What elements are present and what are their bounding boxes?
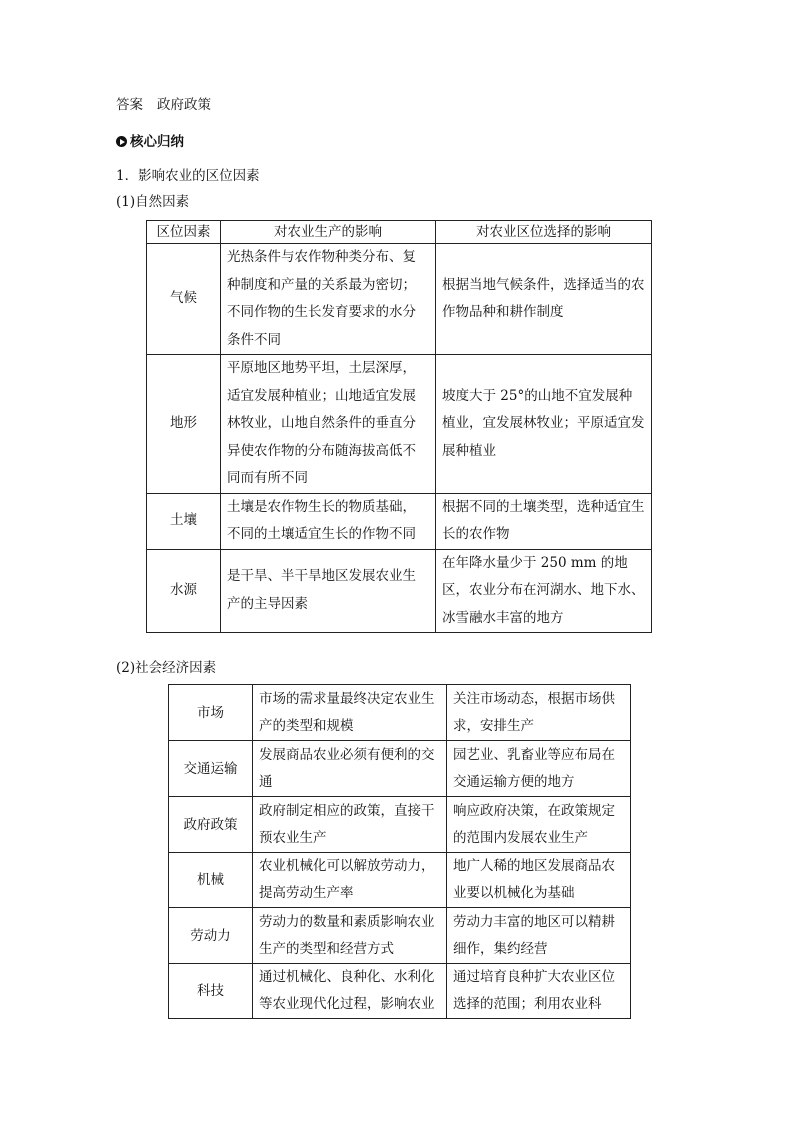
play-circle-icon <box>116 136 127 147</box>
row-choice: 根据当地气候条件，选择适当的农作物品种和耕作制度 <box>436 244 652 355</box>
row-factor: 市场 <box>169 685 253 741</box>
row-choice: 响应政府决策，在政策规定的范围内发展农业生产 <box>447 797 631 853</box>
row-choice: 在年降水量少于 250 mm 的地区，农业分布在河湖水、地下水、冰雪融水丰富的地方 <box>436 549 652 633</box>
natural-factors-table <box>146 220 652 633</box>
row-factor: 气候 <box>147 244 221 355</box>
row-impact: 平原地区地势平坦，土层深厚，适宜发展种植业；山地适宜发展林牧业，山地自然条件的垂直分异使农作物的分布随海拔高低不同而有所不同 <box>221 355 436 494</box>
answer-label: 答案 <box>116 97 143 113</box>
table-row <box>147 355 652 494</box>
row-factor: 地形 <box>147 355 221 494</box>
table-row <box>169 853 631 908</box>
row-choice: 根据不同的土壤类型，选种适宜生长的农作物 <box>436 493 652 549</box>
row-impact: 农业机械化可以解放劳动力，提高劳动生产率 <box>253 853 447 908</box>
row-choice: 劳动力丰富的地区可以精耕细作，集约经营 <box>447 908 631 964</box>
row-factor: 交通运输 <box>169 741 253 797</box>
natural-title: (1)自然因素 <box>116 194 190 210</box>
header-factor: 区位因素 <box>147 221 221 244</box>
table-row <box>147 549 652 633</box>
row-choice: 通过培育良种扩大农业区位选择的范围；利用农业科 <box>447 964 631 1019</box>
answer-line <box>116 95 211 115</box>
answer-value: 政府政策 <box>157 97 211 113</box>
table-row <box>147 493 652 549</box>
table-row <box>169 964 631 1019</box>
row-choice: 坡度大于 25°的山地不宜发展种植业，宜发展林牧业；平原适宜发展种植业 <box>436 355 652 494</box>
table-row <box>169 741 631 797</box>
table-header-row <box>147 221 652 244</box>
row-factor: 科技 <box>169 964 253 1019</box>
row-factor: 土壤 <box>147 493 221 549</box>
row-choice: 关注市场动态，根据市场供求，安排生产 <box>447 685 631 741</box>
section1-title: 1．影响农业的区位因素 <box>116 168 260 184</box>
row-impact: 发展商品农业必须有便利的交通 <box>253 741 447 797</box>
row-impact: 市场的需求量最终决定农业生产的类型和规模 <box>253 685 447 741</box>
row-factor: 机械 <box>169 853 253 908</box>
header-choice: 对农业区位选择的影响 <box>436 221 652 244</box>
table-row <box>147 244 652 355</box>
row-impact: 光热条件与农作物种类分布、复种制度和产量的关系最为密切；不同作物的生长发育要求的水分条件不同 <box>221 244 436 355</box>
row-impact: 劳动力的数量和素质影响农业生产的类型和经营方式 <box>253 908 447 964</box>
row-factor: 水源 <box>147 549 221 633</box>
table-row <box>169 685 631 741</box>
table-row <box>169 908 631 964</box>
row-factor: 政府政策 <box>169 797 253 853</box>
row-factor: 劳动力 <box>169 908 253 964</box>
row-impact: 土壤是农作物生长的物质基础，不同的土壤适宜生长的作物不同 <box>221 493 436 549</box>
row-impact: 通过机械化、良种化、水利化等农业现代化过程，影响农业 <box>253 964 447 1019</box>
row-choice: 地广人稀的地区发展商品农业要以机械化为基础 <box>447 853 631 908</box>
social-factors-table <box>168 684 631 1019</box>
core-heading-text: 核心归纳 <box>130 134 184 150</box>
row-choice: 园艺业、乳畜业等应布局在交通运输方便的地方 <box>447 741 631 797</box>
core-heading <box>116 132 184 152</box>
header-impact: 对农业生产的影响 <box>221 221 436 244</box>
row-impact: 是干旱、半干旱地区发展农业生产的主导因素 <box>221 549 436 633</box>
row-impact: 政府制定相应的政策，直接干预农业生产 <box>253 797 447 853</box>
social-title: (2)社会经济因素 <box>116 660 217 676</box>
table-row <box>169 797 631 853</box>
